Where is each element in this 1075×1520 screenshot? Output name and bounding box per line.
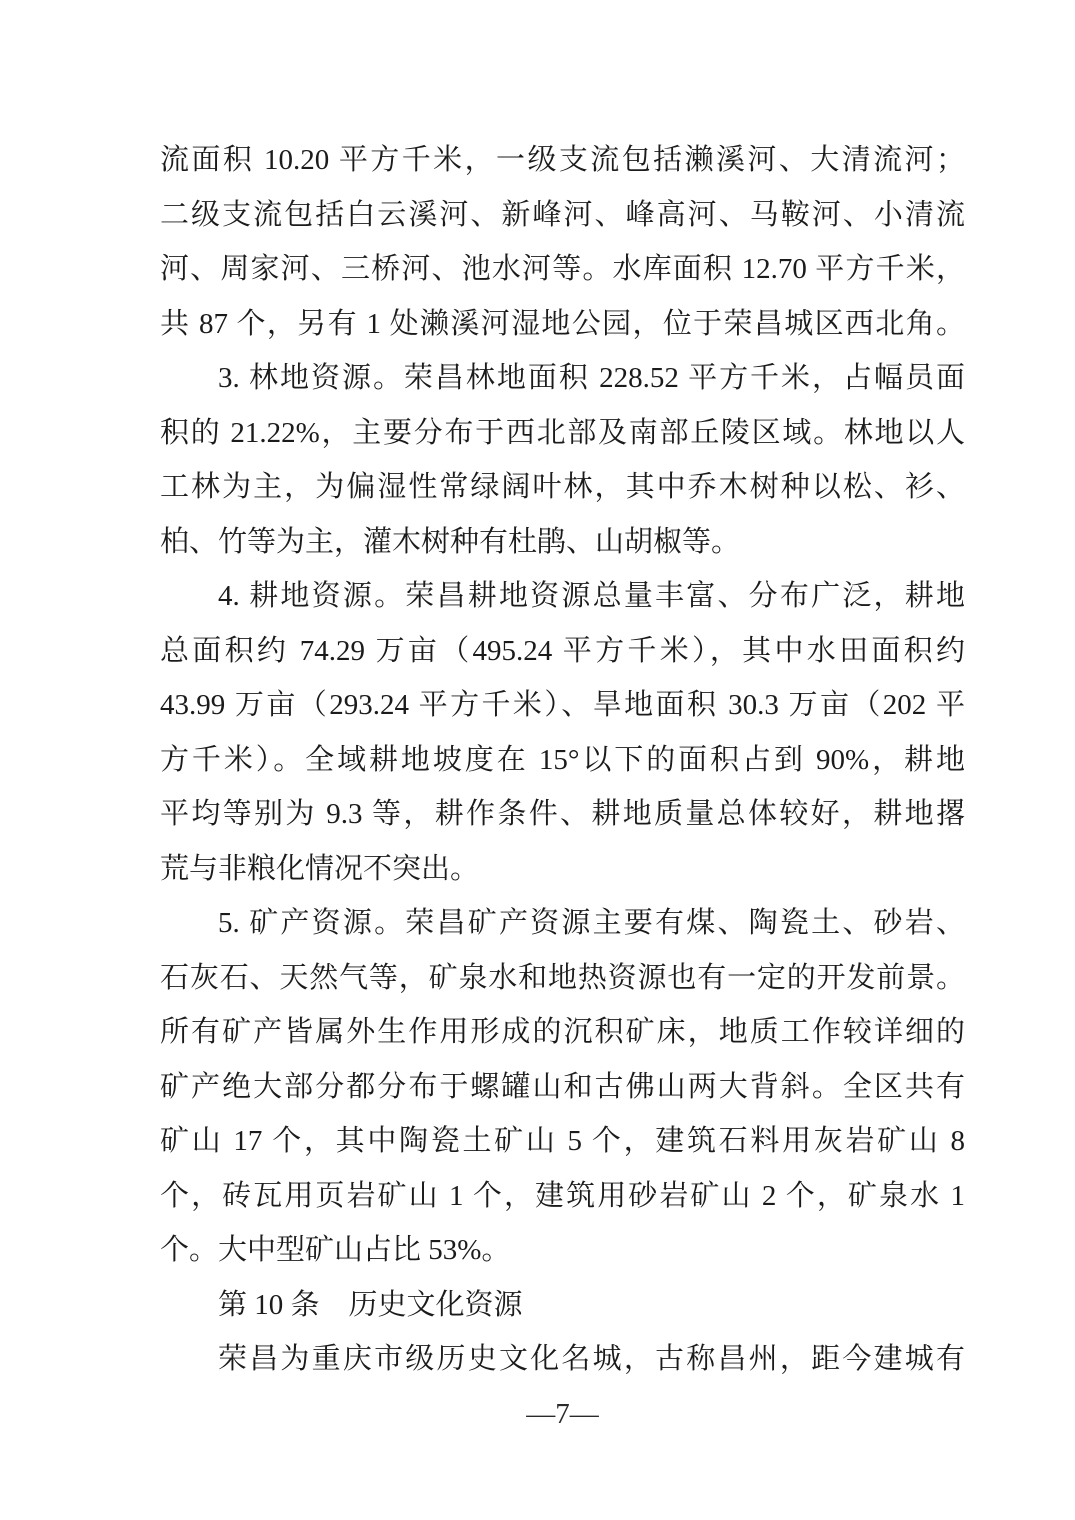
document-page-text — [160, 133, 965, 1387]
text-line: 积的 21.22%，主要分布于西北部及南部丘陵区域。林地以人 — [160, 416, 965, 449]
text-line: 3. 林地资源。荣昌林地面积 228.52 平方千米，占幅员面 — [218, 362, 965, 394]
page-number: —7— — [526, 1398, 599, 1430]
text-line: 平均等别为 9.3 等，耕作条件、耕地质量总体较好，耕地撂 — [160, 798, 965, 830]
text-line: 流面积 10.20 平方千米，一级支流包括濑溪河、大清流河； — [160, 144, 965, 176]
text-line: 总面积约 74.29 万亩（495.24 平方千米），其中水田面积约 — [160, 634, 965, 667]
text-line: 5. 矿产资源。荣昌矿产资源主要有煤、陶瓷土、砂岩、 — [218, 907, 965, 939]
paragraph-mineral-resources — [160, 896, 965, 1278]
text-line: 工林为主，为偏湿性常绿阔叶林，其中乔木树种以松、衫、 — [160, 471, 965, 503]
text-line: 4. 耕地资源。荣昌耕地资源总量丰富、分布广泛，耕地 — [218, 580, 965, 612]
paragraph-history-culture-intro — [160, 1332, 965, 1387]
text-line: 矿山 17 个，其中陶瓷土矿山 5 个，建筑石料用灰岩矿山 8 — [160, 1125, 965, 1157]
paragraph-farmland-resources — [160, 569, 965, 896]
section-heading: 第 10 条 历史文化资源 — [218, 1288, 523, 1321]
text-line: 个，砖瓦用页岩矿山 1 个，建筑用砂岩矿山 2 个，矿泉水 1 — [160, 1179, 965, 1212]
text-line: 个。大中型矿山占比 53%。 — [160, 1234, 511, 1266]
paragraph-water-resources-continued — [160, 133, 965, 351]
text-line: 河、周家河、三桥河、池水河等。水库面积 12.70 平方千米， — [160, 253, 965, 285]
paragraph-forest-resources — [160, 351, 965, 569]
article-10-heading — [160, 1278, 965, 1333]
text-line: 共 87 个，另有 1 处濑溪河湿地公园，位于荣昌城区西北角。 — [160, 307, 965, 340]
text-line: 所有矿产皆属外生作用形成的沉积矿床，地质工作较详细的 — [160, 1016, 965, 1048]
text-line: 43.99 万亩（293.24 平方千米）、旱地面积 30.3 万亩（202 平 — [160, 689, 965, 721]
text-line: 二级支流包括白云溪河、新峰河、峰高河、马鞍河、小清流 — [160, 198, 965, 231]
text-line: 石灰石、天然气等，矿泉水和地热资源也有一定的开发前景。 — [160, 961, 965, 994]
text-line: 荒与非粮化情况不突出。 — [160, 852, 480, 885]
text-line: 荣昌为重庆市级历史文化名城，古称昌州，距今建城有 — [218, 1343, 965, 1375]
text-line: 柏、竹等为主，灌木树种有杜鹃、山胡椒等。 — [160, 525, 741, 558]
text-line: 方千米）。全域耕地坡度在 15°以下的面积占到 90%，耕地 — [160, 743, 965, 776]
text-line: 矿产绝大部分都分布于螺罐山和古佛山两大背斜。全区共有 — [160, 1070, 965, 1103]
